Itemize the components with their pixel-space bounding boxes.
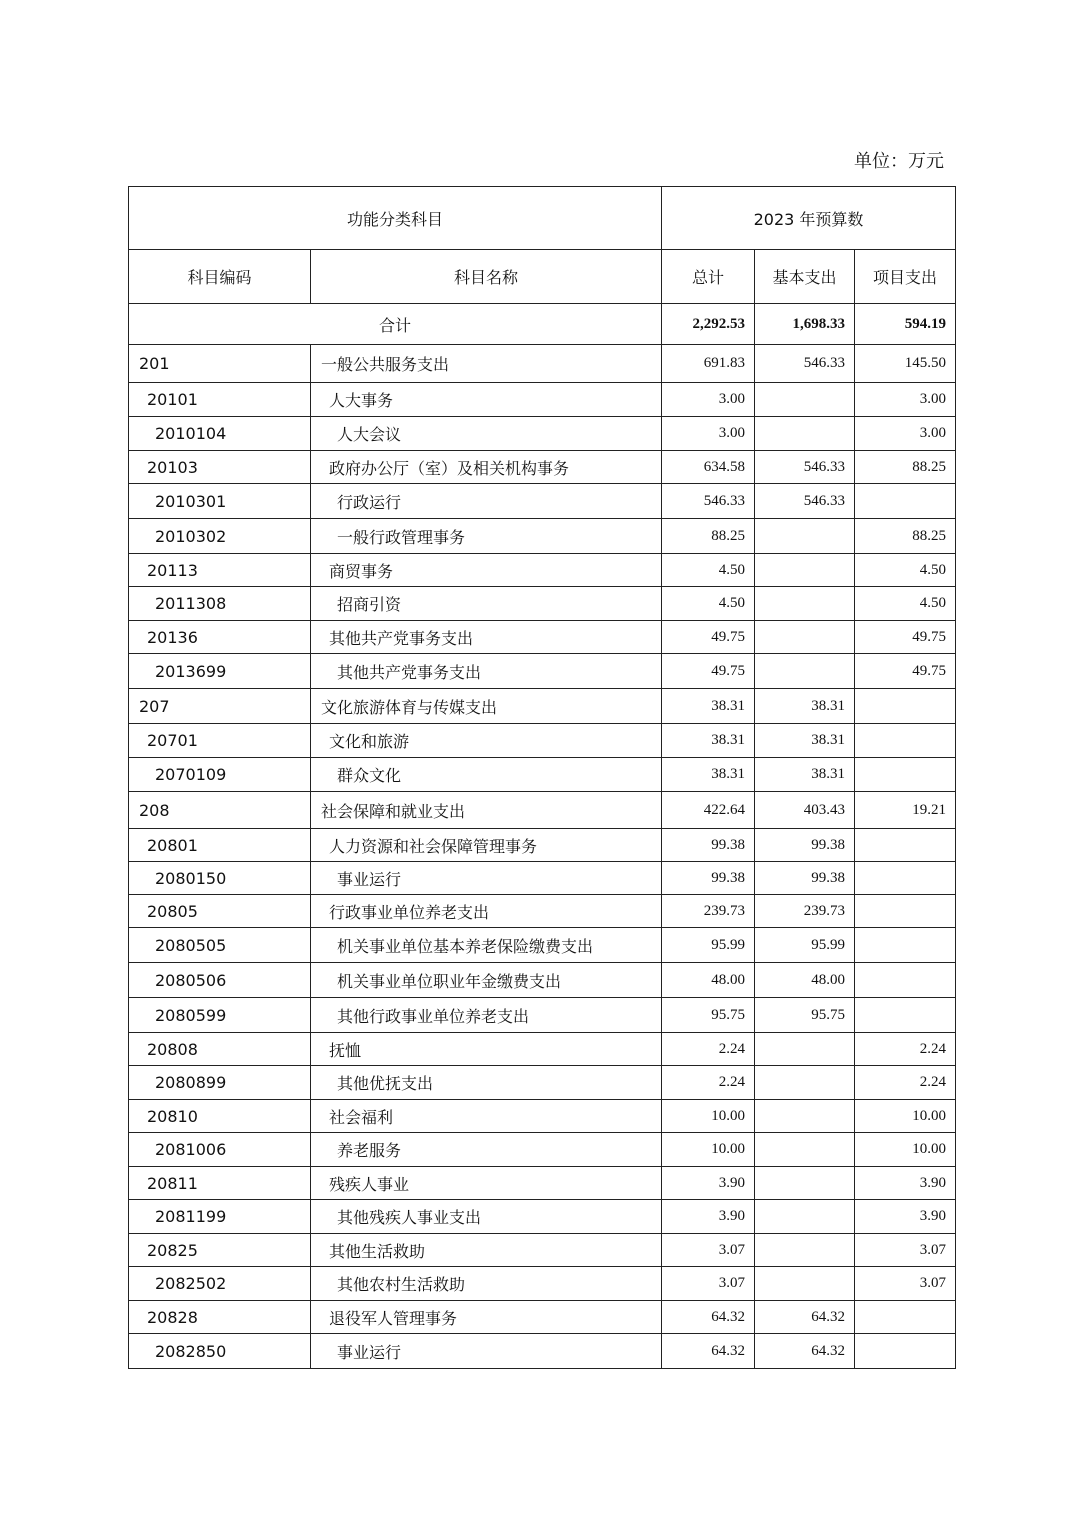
- subject-name: 养老服务: [311, 1133, 662, 1167]
- table-row: [129, 724, 956, 758]
- total-value: 48.00: [662, 963, 755, 998]
- unit-label: 单位：万元: [854, 151, 944, 172]
- basic-value: 38.31: [755, 758, 855, 792]
- subject-name: 其他残疾人事业支出: [311, 1200, 662, 1234]
- project-value: 88.25: [855, 519, 956, 554]
- basic-value: [755, 1267, 855, 1301]
- total-value: 38.31: [662, 689, 755, 724]
- subject-code: 20701: [129, 724, 311, 758]
- table-row: [129, 689, 956, 724]
- basic-value: 403.43: [755, 792, 855, 829]
- subject-name: 文化旅游体育与传媒支出: [311, 689, 662, 724]
- total-value: 2.24: [662, 1066, 755, 1100]
- basic-value: [755, 1234, 855, 1267]
- subject-name: 群众文化: [311, 758, 662, 792]
- total-value: 64.32: [662, 1334, 755, 1369]
- subject-name: 其他共产党事务支出: [311, 621, 662, 654]
- table-row: [129, 1234, 956, 1267]
- project-value: 3.07: [855, 1234, 956, 1267]
- subject-name: 人大会议: [311, 417, 662, 451]
- total-value: 3.00: [662, 383, 755, 417]
- col-total-header: 总计: [662, 250, 755, 304]
- total-value: 49.75: [662, 654, 755, 689]
- total-value: 2.24: [662, 1033, 755, 1066]
- subject-name: 政府办公厅（室）及相关机构事务: [311, 451, 662, 484]
- table-row: [129, 1301, 956, 1334]
- table-row: [129, 895, 956, 928]
- subject-name: 社会保障和就业支出: [311, 792, 662, 829]
- project-value: 3.00: [855, 417, 956, 451]
- subject-code: 20808: [129, 1033, 311, 1066]
- project-value: 49.75: [855, 621, 956, 654]
- project-value: [855, 862, 956, 895]
- project-value: 10.00: [855, 1133, 956, 1167]
- subject-name: 行政运行: [311, 484, 662, 519]
- subject-name: 其他优抚支出: [311, 1066, 662, 1100]
- basic-value: [755, 1033, 855, 1066]
- table-row: [129, 587, 956, 621]
- subject-code: 20805: [129, 895, 311, 928]
- basic-value: 546.33: [755, 484, 855, 519]
- table-row: [129, 792, 956, 829]
- total-value: 3.90: [662, 1167, 755, 1200]
- basic-value: 239.73: [755, 895, 855, 928]
- project-value: 3.90: [855, 1200, 956, 1234]
- table-row: [129, 1167, 956, 1200]
- total-value: 10.00: [662, 1133, 755, 1167]
- total-value: 546.33: [662, 484, 755, 519]
- subject-code: 2010301: [129, 484, 311, 519]
- subject-code: 201: [129, 345, 311, 383]
- table-row: [129, 928, 956, 963]
- basic-value: [755, 417, 855, 451]
- total-value: 4.50: [662, 587, 755, 621]
- project-value: 3.00: [855, 383, 956, 417]
- project-value: [855, 829, 956, 862]
- subject-name: 事业运行: [311, 1334, 662, 1369]
- total-value: 88.25: [662, 519, 755, 554]
- budget-year-header: 2023 年预算数: [662, 187, 956, 250]
- subject-code: 2080150: [129, 862, 311, 895]
- subject-code: 20810: [129, 1100, 311, 1133]
- table-row: [129, 654, 956, 689]
- total-value: 99.38: [662, 862, 755, 895]
- table-row: [129, 519, 956, 554]
- project-value: [855, 689, 956, 724]
- project-value: [855, 928, 956, 963]
- table-row: [129, 345, 956, 383]
- subject-code: 20811: [129, 1167, 311, 1200]
- total-value: 422.64: [662, 792, 755, 829]
- col-name-header: 科目名称: [311, 250, 662, 304]
- basic-value: 546.33: [755, 451, 855, 484]
- basic-value: [755, 1200, 855, 1234]
- project-value: [855, 758, 956, 792]
- table-row: [129, 1133, 956, 1167]
- total-value: 691.83: [662, 345, 755, 383]
- subject-code: 20136: [129, 621, 311, 654]
- basic-value: 99.38: [755, 829, 855, 862]
- subject-code: 20101: [129, 383, 311, 417]
- total-value: 99.38: [662, 829, 755, 862]
- project-value: 2.24: [855, 1033, 956, 1066]
- subject-name: 其他生活救助: [311, 1234, 662, 1267]
- subject-name: 机关事业单位基本养老保险缴费支出: [311, 928, 662, 963]
- project-value: [855, 484, 956, 519]
- subject-name: 招商引资: [311, 587, 662, 621]
- project-value: 88.25: [855, 451, 956, 484]
- table-row: [129, 963, 956, 998]
- project-value: 2.24: [855, 1066, 956, 1100]
- subject-name: 商贸事务: [311, 554, 662, 587]
- subject-code: 20103: [129, 451, 311, 484]
- total-value: 4.50: [662, 554, 755, 587]
- table-row: [129, 1200, 956, 1234]
- basic-value: [755, 1066, 855, 1100]
- table-row: [129, 829, 956, 862]
- subject-code: 20801: [129, 829, 311, 862]
- total-value: 3.00: [662, 417, 755, 451]
- basic-value: [755, 1100, 855, 1133]
- table-row: [129, 1100, 956, 1133]
- total-value: 38.31: [662, 724, 755, 758]
- subject-code: 207: [129, 689, 311, 724]
- subject-code: 20113: [129, 554, 311, 587]
- subject-name: 事业运行: [311, 862, 662, 895]
- total-row: [129, 304, 956, 345]
- header-row-2: [129, 250, 956, 304]
- total-value: 634.58: [662, 451, 755, 484]
- basic-value: 99.38: [755, 862, 855, 895]
- total-value: 3.07: [662, 1267, 755, 1301]
- project-value: 49.75: [855, 654, 956, 689]
- subject-name: 行政事业单位养老支出: [311, 895, 662, 928]
- project-value: [855, 998, 956, 1033]
- subject-code: 2011308: [129, 587, 311, 621]
- project-value: 3.07: [855, 1267, 956, 1301]
- subject-code: 2010104: [129, 417, 311, 451]
- basic-value: [755, 1167, 855, 1200]
- basic-value: [755, 654, 855, 689]
- basic-value: [755, 587, 855, 621]
- total-basic: 1,698.33: [755, 304, 855, 345]
- subject-code: 208: [129, 792, 311, 829]
- subject-code: 2070109: [129, 758, 311, 792]
- total-project: 594.19: [855, 304, 956, 345]
- total-value: 3.90: [662, 1200, 755, 1234]
- basic-value: [755, 1133, 855, 1167]
- basic-value: [755, 554, 855, 587]
- project-value: [855, 724, 956, 758]
- budget-table: [128, 186, 956, 1369]
- subject-name: 文化和旅游: [311, 724, 662, 758]
- subject-name: 机关事业单位职业年金缴费支出: [311, 963, 662, 998]
- project-value: 19.21: [855, 792, 956, 829]
- total-total: 2,292.53: [662, 304, 755, 345]
- table-row: [129, 554, 956, 587]
- subject-name: 一般公共服务支出: [311, 345, 662, 383]
- total-value: 95.99: [662, 928, 755, 963]
- table-row: [129, 998, 956, 1033]
- basic-value: 95.99: [755, 928, 855, 963]
- table-row: [129, 621, 956, 654]
- subject-name: 其他行政事业单位养老支出: [311, 998, 662, 1033]
- subject-name: 人力资源和社会保障管理事务: [311, 829, 662, 862]
- total-value: 38.31: [662, 758, 755, 792]
- table-row: [129, 1066, 956, 1100]
- subject-name: 抚恤: [311, 1033, 662, 1066]
- subject-code: 2010302: [129, 519, 311, 554]
- subject-code: 20828: [129, 1301, 311, 1334]
- subject-name: 残疾人事业: [311, 1167, 662, 1200]
- subject-name: 人大事务: [311, 383, 662, 417]
- func-class-header: 功能分类科目: [129, 187, 662, 250]
- basic-value: [755, 519, 855, 554]
- project-value: [855, 1301, 956, 1334]
- subject-name: 一般行政管理事务: [311, 519, 662, 554]
- basic-value: 48.00: [755, 963, 855, 998]
- basic-value: [755, 621, 855, 654]
- total-label: 合计: [129, 304, 662, 345]
- table-row: [129, 451, 956, 484]
- col-project-header: 项目支出: [855, 250, 956, 304]
- col-code-header: 科目编码: [129, 250, 311, 304]
- subject-code: 2082850: [129, 1334, 311, 1369]
- table-row: [129, 1334, 956, 1369]
- table-row: [129, 1267, 956, 1301]
- total-value: 95.75: [662, 998, 755, 1033]
- project-value: [855, 1334, 956, 1369]
- col-basic-header: 基本支出: [755, 250, 855, 304]
- subject-name: 其他共产党事务支出: [311, 654, 662, 689]
- basic-value: 64.32: [755, 1334, 855, 1369]
- table-row: [129, 484, 956, 519]
- total-value: 239.73: [662, 895, 755, 928]
- subject-name: 退役军人管理事务: [311, 1301, 662, 1334]
- subject-code: 2080599: [129, 998, 311, 1033]
- subject-name: 社会福利: [311, 1100, 662, 1133]
- project-value: 4.50: [855, 587, 956, 621]
- subject-code: 2080505: [129, 928, 311, 963]
- subject-name: 其他农村生活救助: [311, 1267, 662, 1301]
- total-value: 10.00: [662, 1100, 755, 1133]
- project-value: [855, 895, 956, 928]
- basic-value: 546.33: [755, 345, 855, 383]
- header-row-1: [129, 187, 956, 250]
- table-row: [129, 758, 956, 792]
- basic-value: 64.32: [755, 1301, 855, 1334]
- total-value: 49.75: [662, 621, 755, 654]
- subject-code: 2080899: [129, 1066, 311, 1100]
- subject-code: 20825: [129, 1234, 311, 1267]
- project-value: 10.00: [855, 1100, 956, 1133]
- project-value: 3.90: [855, 1167, 956, 1200]
- basic-value: 38.31: [755, 724, 855, 758]
- subject-code: 2082502: [129, 1267, 311, 1301]
- table-row: [129, 1033, 956, 1066]
- project-value: [855, 963, 956, 998]
- total-value: 64.32: [662, 1301, 755, 1334]
- subject-code: 2080506: [129, 963, 311, 998]
- subject-code: 2013699: [129, 654, 311, 689]
- basic-value: 95.75: [755, 998, 855, 1033]
- project-value: 4.50: [855, 554, 956, 587]
- subject-code: 2081199: [129, 1200, 311, 1234]
- total-value: 3.07: [662, 1234, 755, 1267]
- project-value: 145.50: [855, 345, 956, 383]
- basic-value: [755, 383, 855, 417]
- table-row: [129, 417, 956, 451]
- subject-code: 2081006: [129, 1133, 311, 1167]
- table-row: [129, 862, 956, 895]
- basic-value: 38.31: [755, 689, 855, 724]
- table-row: [129, 383, 956, 417]
